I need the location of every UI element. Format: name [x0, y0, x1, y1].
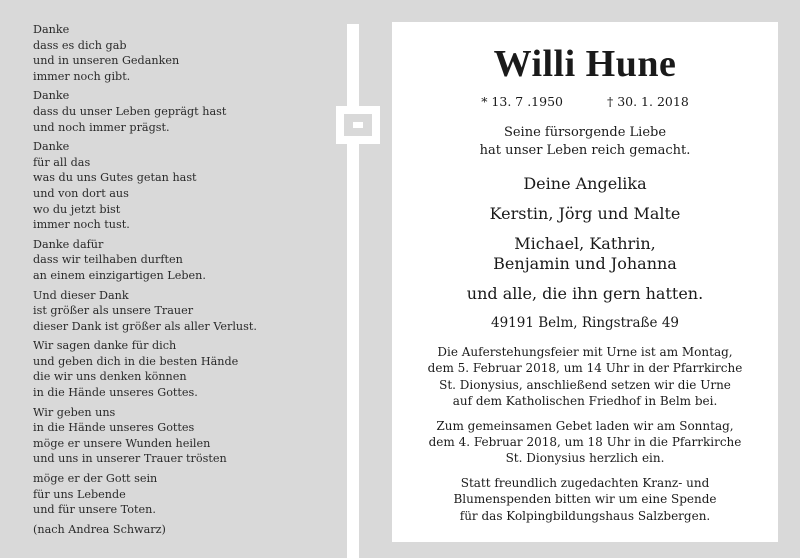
poem-line: Wir geben uns [33, 405, 116, 419]
cross-icon [347, 24, 359, 558]
poem-line: Und dieser Dank [33, 288, 129, 302]
poem-line: ist größer als unsere Trauer [33, 304, 194, 318]
poem-stanza [33, 22, 378, 84]
info-line: für das Kolpingbildungshaus Salzbergen. [459, 508, 711, 523]
prayer-details [392, 418, 778, 467]
poem-line: und geben dich in die besten Hände [33, 354, 239, 368]
poem-stanza [33, 338, 378, 400]
family-address: 49191 Belm, Ringstraße 49 [491, 315, 679, 331]
poem-stanza [33, 471, 378, 518]
poem-line: in die Hände unseres Gottes. [33, 386, 198, 400]
info-line: dem 5. Februar 2018, um 14 Uhr in der Pfarrkirche [427, 361, 743, 376]
poem-line: wo du jetzt bist [33, 202, 121, 216]
poem-line: an einem einzigartigen Leben. [33, 268, 206, 282]
poem-line: Danke [33, 140, 70, 154]
cross-beam-icon [336, 106, 380, 144]
poem-line: möge er der Gott sein [33, 472, 158, 486]
info-line: dem 4. Februar 2018, um 18 Uhr in die Pfarrkirche [428, 435, 742, 450]
poem-panel [0, 0, 384, 558]
mourner-line: und alle, die ihn gern hatten. [466, 284, 704, 303]
poem-line: Danke [33, 89, 70, 103]
poem-stanza [33, 237, 378, 284]
poem-stanza [33, 405, 378, 467]
birth-date: * 13. 7 .1950 [481, 94, 563, 109]
info-line: auf dem Katholischen Friedhof in Belm bei. [452, 394, 718, 409]
poem-line: und für unsere Toten. [33, 503, 156, 517]
memorial-quote [392, 124, 778, 160]
poem-line: und von dort aus [33, 186, 129, 200]
poem-line: und uns in unserer Trauer trösten [33, 452, 227, 466]
deceased-name: Willi Hune [493, 43, 677, 85]
quote-line: Seine fürsorgende Liebe [503, 125, 667, 140]
poem-line: für uns Lebende [33, 487, 126, 501]
poem-line: dieser Dank ist größer als aller Verlust. [33, 319, 257, 333]
info-line: Die Auferstehungsfeier mit Urne ist am Montag, [437, 345, 733, 359]
poem-line: möge er unsere Wunden heilen [33, 436, 211, 450]
life-dates [392, 94, 778, 110]
poem [33, 22, 378, 537]
quote-line: hat unser Leben reich gemacht. [479, 143, 691, 158]
poem-line: dass wir teilhaben durften [33, 253, 183, 267]
poem-line: dass du unser Leben geprägt hast [33, 104, 227, 118]
info-line: Statt freundlich zugedachten Kranz- und [460, 475, 710, 490]
notice-panel [392, 22, 778, 542]
info-line: St. Dionysius herzlich ein. [505, 451, 665, 466]
info-line: St. Dionysius, anschließend setzen wir die Urne [439, 377, 731, 392]
poem-line: immer noch tust. [33, 218, 130, 232]
poem-attribution: (nach Andrea Schwarz) [33, 522, 166, 536]
mourners-list [392, 174, 778, 304]
death-date: † 30. 1. 2018 [606, 94, 689, 109]
poem-line: in die Hände unseres Gottes [33, 421, 195, 435]
mourner-line: Kerstin, Jörg und Malte [489, 204, 681, 223]
mourner-line: Michael, Kathrin, [514, 234, 656, 253]
info-line: Blumenspenden bitten wir um eine Spende [453, 492, 717, 507]
poem-line: für all das [33, 155, 91, 169]
poem-stanza [33, 88, 378, 135]
poem-line: immer noch gibt. [33, 69, 131, 83]
info-line: Zum gemeinsamen Gebet laden wir am Sonntag, [436, 418, 734, 433]
poem-line: und in unseren Gedanken [33, 54, 180, 68]
poem-line: die wir uns denken können [33, 370, 187, 384]
poem-line: Danke dafür [33, 237, 104, 251]
poem-stanza [33, 288, 378, 335]
poem-line: Wir sagen danke für dich [33, 339, 177, 353]
mourner-line: Deine Angelika [523, 174, 647, 193]
poem-line: dass es dich gab [33, 38, 127, 52]
mourner-line: Benjamin und Johanna [493, 254, 677, 273]
poem-line: Danke [33, 23, 70, 36]
poem-line: was du uns Gutes getan hast [33, 171, 197, 185]
poem-line: und noch immer prägst. [33, 120, 170, 134]
poem-stanza [33, 139, 378, 233]
service-info [392, 344, 778, 524]
funeral-details [392, 344, 778, 410]
donation-details [392, 475, 778, 524]
